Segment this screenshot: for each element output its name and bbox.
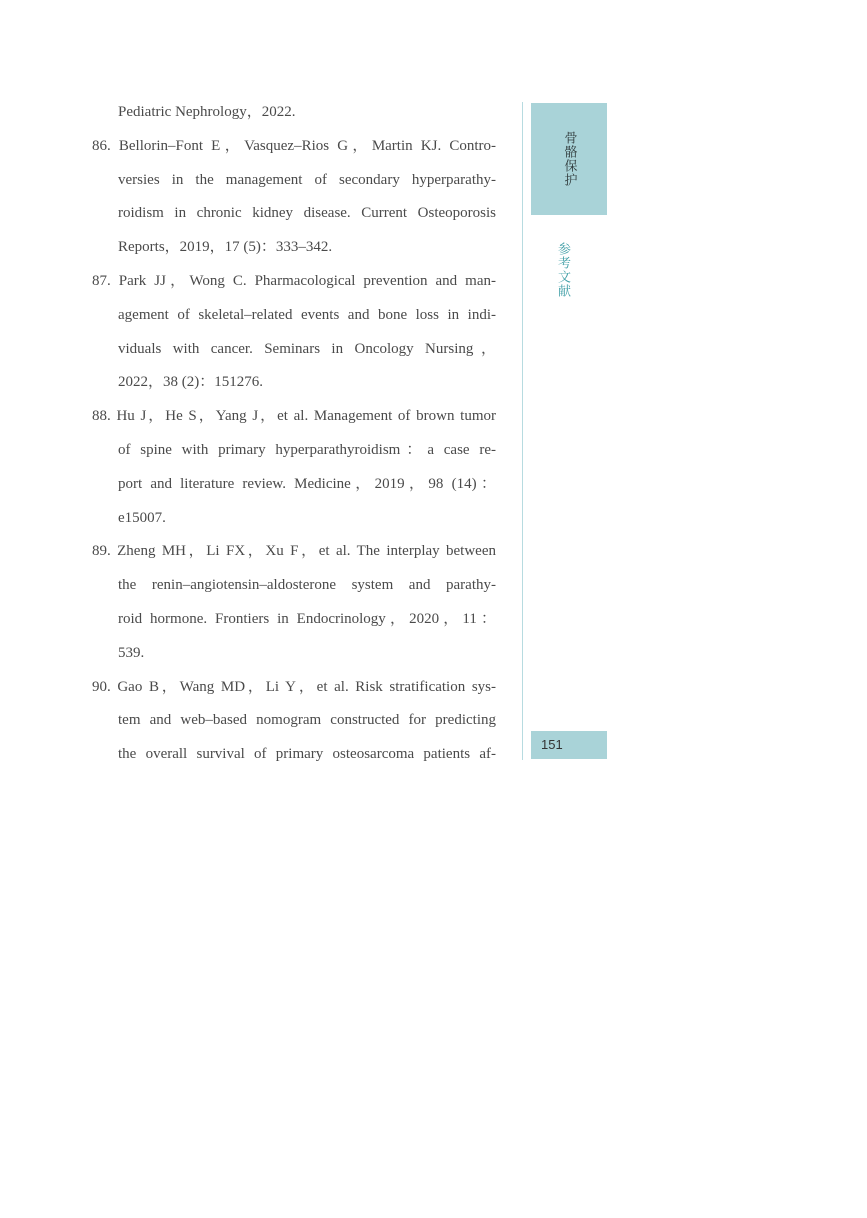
reference-line: Pediatric Nephrology，2022. [118,104,296,120]
reference-line: roidism in chronic kidney disease. Current Osteoporosis [118,205,496,222]
reference-line: of spine with primary hyperparathyroidism：a case re- [118,441,496,458]
reference-line: versies in the management of secondary hyperparathy- [118,171,496,188]
section-label-text: 参考文献 [555,242,570,298]
reference-line: the overall survival of primary osteosarcoma patients af- [118,746,496,763]
reference-line: tem and web–based nomogram constructed for predicting [118,712,496,729]
section-label [553,242,573,303]
reference-list [92,96,496,772]
chapter-label: 骨骼保护 [561,131,577,187]
reference-line: 87. Park JJ，Wong C. Pharmacological prevention and man- [92,272,496,289]
page-number: 151 [531,731,607,759]
reference-line: 88. Hu J，He S，Yang J，et al. Management of brown tumor [92,408,496,425]
chapter-tab [531,103,607,215]
reference-line: port and literature review. Medicine，2019，98 (14)： [118,475,496,492]
reference-line: viduals with cancer. Seminars in Oncology Nursing， [118,340,496,357]
reference-line: e15007. [118,509,166,526]
reference-line: 90. Gao B，Wang MD，Li Y，et al. Risk stratification sys- [92,678,496,695]
reference-line: the renin–angiotensin–aldosterone system and parathy- [118,577,496,594]
reference-line: 539. [118,644,145,661]
reference-line: 86. Bellorin–Font E，Vasquez–Rios G，Martin KJ. Contro- [92,137,496,154]
reference-line: roid hormone. Frontiers in Endocrinology，2020，11： [118,610,496,627]
reference-line: 89. Zheng MH，Li FX，Xu F，et al. The interplay between [92,543,496,560]
reference-line: agement of skeletal–related events and bone loss in indi- [118,306,496,323]
margin-divider [522,102,523,760]
reference-line: 2022，38 (2)：151276. [118,374,263,391]
reference-line: Reports，2019，17 (5)：333–342. [118,239,333,256]
